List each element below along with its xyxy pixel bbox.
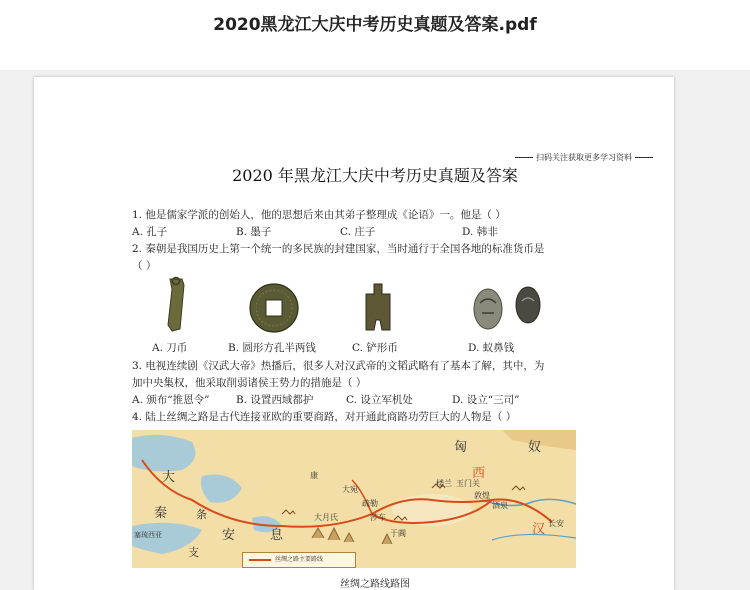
spade-coin-image <box>360 282 396 334</box>
map-caption: 丝绸之路线路图 <box>340 579 410 590</box>
option-3b: B. 设置西域都护 <box>236 394 314 406</box>
legend-text: 丝绸之路主要路线 <box>275 556 324 563</box>
map-label-dunhuang: 敦煌 <box>474 491 490 500</box>
question-2: 2. 秦朝是我国历史上第一个统一的多民族的封建国家，当时通行于全国各地的标准货币是 <box>132 243 545 255</box>
ant-nose-coin-image <box>470 285 550 335</box>
option-1b: B. 墨子 <box>236 226 272 238</box>
divider <box>635 157 653 158</box>
knife-coin-image <box>160 275 192 335</box>
option-1d: D. 韩非 <box>462 226 498 238</box>
question-2-cont: （ ） <box>132 260 157 272</box>
round-coin-image <box>248 282 300 334</box>
option-3c: C. 设立军机处 <box>346 394 413 406</box>
question-4: 4. 陆上丝绸之路是古代连接亚欧的重要商路，对开通此商路功劳巨大的人物是（ ） <box>132 411 517 423</box>
option-2c: C. 铲形币 <box>352 342 398 354</box>
map-label-alexandria: 塞琉西亚 <box>134 531 162 539</box>
scan-tag <box>512 152 656 163</box>
option-3a: A. 颁布“推恩令” <box>132 394 210 406</box>
viewer-header <box>0 0 750 70</box>
divider <box>515 157 533 158</box>
map-label-yutian: 于阗 <box>390 529 406 538</box>
map-label-dayuezhi: 大月氏 <box>314 513 338 522</box>
map-legend <box>242 552 356 568</box>
map-label-tiao: 条 <box>196 508 207 521</box>
option-2b: B. 圆形方孔半两钱 <box>228 342 316 354</box>
question-3: 3. 电视连续剧《汉武大帝》热播后，很多人对汉武帝的文韬武略有了基本了解，其中，为 <box>132 360 545 372</box>
silk-road-map <box>132 430 576 568</box>
question-3-cont: 加中央集权，他采取削弱诸侯王势力的措施是（ ） <box>132 377 367 389</box>
option-3d: D. 设立“三司” <box>452 394 520 406</box>
map-label-yumenguan: 玉门关 <box>456 479 480 488</box>
map-label-zhi: 支 <box>188 546 199 559</box>
map-label-shache: 莎车 <box>370 513 386 522</box>
map-label-qin: 秦 <box>154 506 168 521</box>
map-label-xi: 息 <box>270 528 284 543</box>
option-1a: A. 孔子 <box>132 226 168 238</box>
file-title: 2020黑龙江大庆中考历史真题及答案.pdf <box>213 15 537 35</box>
map-label-jiuquan: 酒泉 <box>492 501 508 510</box>
document-heading: 2020 年黑龙江大庆中考历史真题及答案 <box>232 166 518 185</box>
map-label-han: 汉 <box>532 522 546 537</box>
map-label-xi-region: 西 <box>472 466 486 481</box>
option-2d: D. 蚁鼻钱 <box>468 342 515 354</box>
question-1: 1. 他是儒家学派的创始人，他的思想后来由其弟子整理成《论语》一。他是（ ） <box>132 209 506 221</box>
scan-tag-text: 扫码关注获取更多学习资料 <box>536 153 632 162</box>
map-label-changan: 长安 <box>548 519 564 528</box>
map-label-kangju: 康 <box>310 471 318 480</box>
map-label-xiongnu-2: 奴 <box>528 440 542 455</box>
map-label-loulan: 楼兰 <box>436 479 452 488</box>
map-label-da: 大 <box>162 470 176 485</box>
option-1c: C. 庄子 <box>340 226 376 238</box>
map-label-xiongnu-1: 匈 <box>454 440 468 455</box>
route-legend-line <box>249 559 271 561</box>
map-label-an: 安 <box>222 528 236 543</box>
map-label-shule: 疏勒 <box>362 499 378 508</box>
option-2a: A. 刀币 <box>152 342 188 354</box>
map-label-dayuan: 大宛 <box>342 485 358 494</box>
